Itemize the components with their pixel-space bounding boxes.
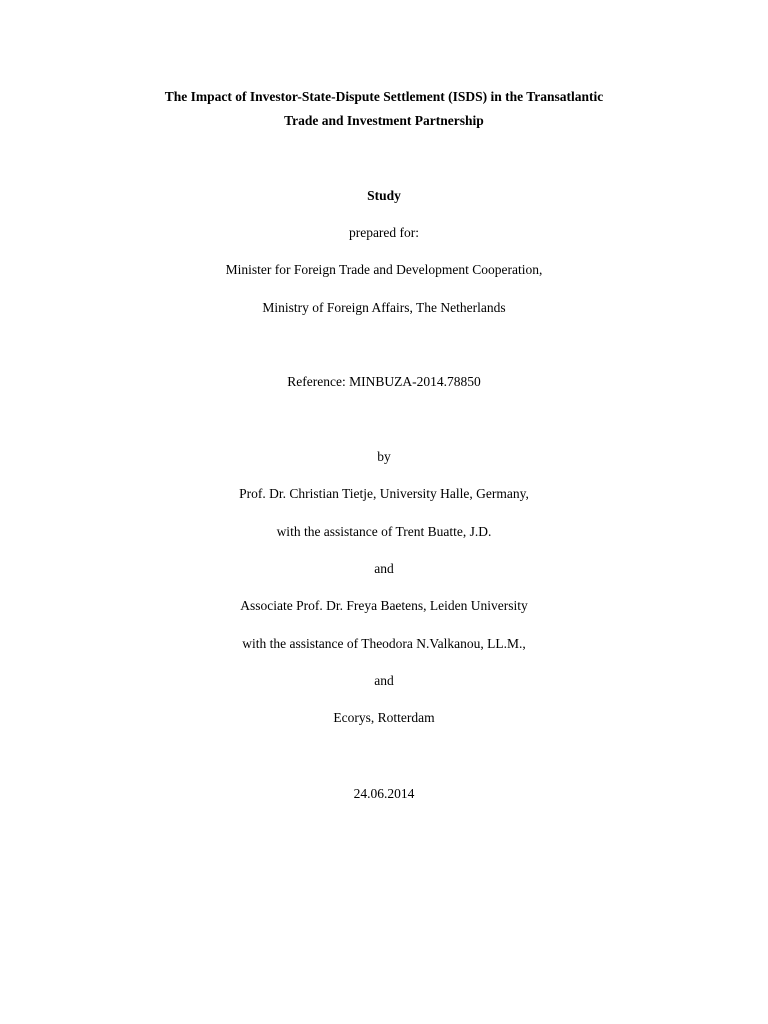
and-separator-2: and (374, 673, 394, 688)
recipient-line-2: Ministry of Foreign Affairs, The Netherlands (262, 300, 506, 315)
author-2-assistant: with the assistance of Theodora N.Valkanou, LL.M., (242, 636, 526, 651)
author-1: Prof. Dr. Christian Tietje, University Halle, Germany, (239, 486, 529, 501)
reference-number: Reference: MINBUZA-2014.78850 (287, 374, 481, 389)
title-line-2: Trade and Investment Partnership (284, 113, 484, 128)
recipient-line-1: Minister for Foreign Trade and Development Cooperation, (225, 262, 543, 277)
document-type: Study (367, 188, 401, 203)
author-1-assistant: with the assistance of Trent Buatte, J.D. (276, 524, 492, 539)
author-3: Ecorys, Rotterdam (333, 710, 435, 725)
document-date: 24.06.2014 (353, 786, 415, 801)
by-label: by (377, 449, 391, 464)
author-2: Associate Prof. Dr. Freya Baetens, Leiden University (240, 598, 528, 613)
prepared-for-label: prepared for: (348, 225, 420, 240)
and-separator-1: and (374, 561, 394, 576)
title-line-1: The Impact of Investor-State-Dispute Settlement (ISDS) in the Transatlantic (164, 89, 604, 104)
